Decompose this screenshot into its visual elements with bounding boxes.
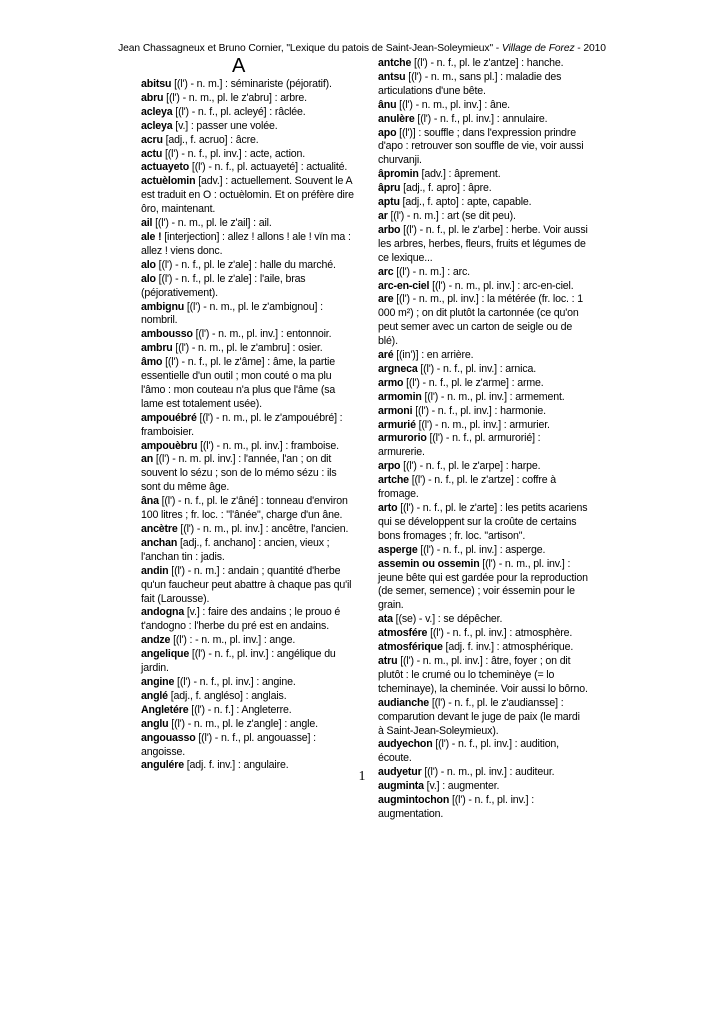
dictionary-entry	[141, 634, 355, 648]
dictionary-entry	[141, 273, 355, 301]
entry-definition: [v.] : augmenter.	[423, 780, 500, 793]
entry-definition: [(l') - n. m.] : art (se dit peu).	[387, 209, 516, 222]
entry-headword: audianche	[378, 696, 430, 709]
dictionary-entry	[141, 495, 355, 523]
dictionary-entry	[141, 412, 355, 440]
entry-definition: [(l') - n. f., pl. inv.] : atmosphère.	[427, 627, 573, 640]
entry-definition: [(l') - n. m.] : arc.	[393, 265, 470, 278]
entry-headword: âpru	[378, 182, 401, 195]
entry-headword: an	[141, 453, 154, 466]
dictionary-entry	[141, 440, 355, 454]
entry-headword: âna	[141, 495, 159, 508]
entry-headword: asperge	[378, 543, 418, 556]
entry-definition: [(l') - n. f., pl. inv.] : arnica.	[417, 362, 537, 375]
entry-headword: abitsu	[141, 78, 172, 90]
entry-headword: are	[378, 293, 394, 306]
dictionary-entry	[378, 419, 588, 433]
entry-headword: atru	[378, 654, 398, 667]
dictionary-entry	[141, 759, 355, 773]
entry-headword: arpo	[378, 460, 401, 473]
entry-definition: [(l') - n. m., pl. inv.] : armurier.	[415, 418, 550, 431]
dictionary-entry	[141, 231, 355, 259]
entry-definition: [(l') - n. f., pl. angouasse] : angoisse.	[141, 731, 316, 758]
entry-headword: audyechon	[378, 738, 433, 751]
dictionary-entry	[141, 565, 355, 607]
entry-headword: antsu	[378, 70, 406, 83]
entry-headword: arc	[378, 265, 394, 278]
dictionary-entry	[378, 113, 588, 127]
dictionary-entry	[141, 301, 355, 329]
entry-definition: [(l') - n. m., pl. inv.] : armement.	[421, 390, 565, 403]
dictionary-entry	[378, 613, 588, 627]
entry-definition: [v.] : passer une volée.	[172, 119, 278, 132]
entry-definition: [(l') - n. f., pl. inv.] : annulaire.	[414, 112, 548, 125]
entry-headword: actuayeto	[141, 161, 190, 174]
entry-headword: Angletére	[141, 703, 189, 716]
entry-headword: anglu	[141, 717, 169, 730]
entry-headword: ar	[378, 209, 388, 222]
dictionary-entry	[141, 328, 355, 342]
entry-definition: [(l') - n. m., pl. inv.] : âne.	[396, 98, 510, 111]
header-publication: Village de Forez	[501, 43, 575, 54]
dictionary-entry	[141, 606, 355, 634]
dictionary-entry	[141, 161, 355, 175]
entry-headword: armomin	[378, 390, 422, 403]
dictionary-entry	[378, 99, 588, 113]
entry-headword: argneca	[378, 362, 418, 375]
entry-headword: andogna	[141, 606, 185, 619]
entry-definition: [(l') - n. m., pl. inv.] : ancêtre, l'ancien.	[177, 523, 349, 535]
entry-headword: âmo	[141, 356, 163, 369]
entry-definition: [(l') - n. f., pl. inv.] : harmonie.	[412, 404, 546, 417]
dictionary-entry	[141, 732, 355, 760]
entry-definition: [(l') - n. m., pl. inv.] : âtre, foyer ; on dit plutôt : le crumé ou lo tcheminèye (= lo tcheminaye), la cheminée. Voir aussi lo bôrno.	[378, 654, 588, 695]
entry-definition: [(l') - n. m., pl. le z'abru] : arbre.	[163, 91, 307, 104]
entry-headword: ail	[141, 217, 153, 230]
entry-definition: [(l') - n. m., pl. inv.] : framboise.	[197, 439, 339, 452]
entry-definition: [(l') - n. f., pl. inv.] : acte, action.	[162, 147, 306, 160]
entry-definition: [(l') - n. f.] : Angleterre.	[188, 703, 292, 716]
entry-definition: [(l')] : souffle ; dans l'expression prindre d'apo : retrouver son souffle de vie, voir aussi churvanji.	[378, 126, 584, 167]
entry-headword: andin	[141, 564, 169, 577]
entry-headword: arto	[378, 502, 398, 514]
dictionary-entry	[378, 766, 588, 780]
dictionary-entry	[378, 738, 588, 766]
dictionary-entry	[141, 342, 355, 356]
entry-headword: actuèlomin	[141, 175, 196, 188]
entry-headword: ambignu	[141, 300, 185, 313]
entry-definition: [(l') : - n. m., pl. inv.] : ange.	[170, 634, 296, 647]
dictionary-entry	[378, 432, 588, 460]
entry-definition: [(l') - n. f., pl. le z'ale] : l'aile, bras (péjorativement).	[141, 272, 306, 299]
entry-definition: [(l') - n. f., pl. armurorié] : armurerie.	[378, 432, 541, 459]
entry-definition: [(l') - n. f., pl. le z'arbe] : herbe. Voir aussi les arbres, herbes, fleurs, fruits et légumes de ce lexique...	[378, 223, 588, 264]
dictionary-entry	[378, 224, 588, 266]
entry-headword: apo	[378, 126, 397, 139]
entry-headword: acru	[141, 133, 163, 146]
entry-definition: [(l') - n. m. pl. inv.] : l'année, l'an ; on dit souvent lo sézu ; son de lo mémo sézu : ils sont du même âge.	[141, 453, 337, 494]
entry-definition: [(l') - n. f., pl. le z'arme] : arme.	[403, 376, 544, 389]
dictionary-entry	[141, 718, 355, 732]
entry-headword: artche	[378, 474, 409, 487]
entry-definition: [adj., f. angléso] : anglais.	[167, 689, 287, 702]
entry-definition: [(l') - n. m., pl. le z'ail] : ail.	[152, 217, 272, 230]
entry-definition: [interjection] : allez ! allons ! ale ! vïn ma : allez ! viens donc.	[141, 230, 351, 257]
dictionary-entry	[378, 474, 588, 502]
dictionary-entry	[378, 266, 588, 280]
entry-headword: acleya	[141, 119, 173, 132]
entry-headword: armo	[378, 376, 404, 389]
entry-headword: arbo	[378, 223, 401, 236]
entry-definition: [(l') - n. m.] : andain ; quantité d'herbe qu'un faucheur peut abattre à chaque pas qu'il fait (Larousse).	[141, 564, 352, 605]
entry-definition: [adv.] : actuellement. Souvent le A est traduit en O : octuèlomin. Et on préfère dire ôro, maintenant.	[141, 175, 354, 216]
dictionary-entry	[378, 57, 588, 71]
dictionary-entry	[378, 502, 588, 544]
entry-definition: [(l') - n. m., pl. le z'ambru] : osier.	[172, 342, 323, 355]
dictionary-entry	[378, 210, 588, 224]
entry-headword: arc-en-ciel	[378, 279, 430, 292]
dictionary-entry	[141, 78, 355, 92]
dictionary-entry	[141, 106, 355, 120]
entry-definition: [adj. f. inv.] : angulaire.	[183, 759, 289, 772]
dictionary-entry	[378, 794, 588, 822]
entry-headword: atmosfére	[378, 627, 428, 640]
entry-definition: [(l') - n. f., pl. actuayeté] : actualité.	[189, 161, 348, 174]
page-header	[0, 43, 724, 54]
dictionary-entry	[378, 405, 588, 419]
entry-headword: audyetur	[378, 766, 422, 779]
entry-definition: [(l') - n. f., pl. le z'audiansse] : comparution devant le juge de paix (le mardi à Saint-Jean-Soleymieux).	[378, 696, 580, 737]
section-letter: A	[232, 55, 246, 77]
entry-definition: [(l') - n. f., pl. le z'arte] : les petits acariens qui se développent sur la croûte de certains bons fromages ; fr. loc. "artison".	[378, 502, 588, 542]
dictionary-entry	[141, 676, 355, 690]
entry-definition: [(l') - n. m.] : séminariste (péjoratif).	[171, 78, 332, 90]
page-number: 1	[358, 769, 366, 784]
entry-definition: [(l') - n. f., pl. le z'âné] : tonneau d'environ 100 litres ; fr. loc. : "l'ânée", charge d'un âne.	[141, 495, 348, 522]
dictionary-entry	[378, 627, 588, 641]
dictionary-entry	[378, 182, 588, 196]
dictionary-entry	[141, 175, 355, 217]
dictionary-entry	[378, 349, 588, 363]
entry-definition: [(l') - n. f., pl. inv.] : angélique du jardin.	[141, 648, 336, 675]
entry-headword: ânu	[378, 98, 397, 111]
entry-headword: aptu	[378, 196, 400, 209]
dictionary-entry	[378, 641, 588, 655]
entry-headword: alo	[141, 272, 156, 285]
entry-definition: [adj., f. apro] : âpre.	[400, 182, 492, 195]
entry-definition: [(l') - n. f., pl. inv.] : augmentation.	[378, 794, 535, 820]
dictionary-entry	[141, 148, 355, 162]
dictionary-entry	[141, 453, 355, 495]
entry-definition: [(l') - n. f., pl. le z'âme] : âme, la partie essentielle d'un outil ; mon couté o ma plu l'âmo : mon couteau n'a plus que l'âme (sa lame est totalement usée).	[141, 356, 336, 410]
entry-definition: [adj., f. acruo] : âcre.	[162, 133, 259, 146]
dictionary-entry	[378, 363, 588, 377]
dictionary-entry	[378, 196, 588, 210]
entry-definition: [(l') - n. m., sans pl.] : maladie des articulations d'une bête.	[378, 70, 562, 97]
entry-headword: angine	[141, 675, 175, 688]
dictionary-entry	[378, 280, 588, 294]
entry-headword: aré	[378, 349, 394, 362]
entry-definition: [(l') - n. m., pl. le z'ambignou] : nombril.	[141, 300, 323, 327]
entry-headword: ata	[378, 613, 393, 626]
entry-headword: anchan	[141, 536, 178, 549]
entry-headword: ale !	[141, 230, 162, 243]
dictionary-entry	[141, 92, 355, 106]
dictionary-entry	[141, 648, 355, 676]
dictionary-entry	[378, 377, 588, 391]
entry-headword: atmosférique	[378, 641, 443, 654]
entry-headword: armurié	[378, 418, 416, 431]
entry-definition: [(se) - v.] : se dépêcher.	[392, 613, 503, 626]
entry-definition: [(l') - n. m., pl. le z'ampouébré] : framboisier.	[141, 411, 343, 438]
entry-headword: armoni	[378, 404, 413, 417]
entry-headword: augmintochon	[378, 794, 450, 807]
entry-definition: [v.] : faire des andains ; le prouo é t'andogno : l'herbe du pré est en andains.	[141, 606, 341, 633]
entry-headword: âpromin	[378, 168, 419, 181]
header-text: Jean Chassagneux et Bruno Cornier, "Lexique du patois de Saint-Jean-Soleymieux" -	[118, 43, 502, 54]
dictionary-entry	[378, 293, 588, 349]
entry-headword: ancètre	[141, 523, 178, 535]
entry-headword: ambru	[141, 342, 173, 355]
header-year: - 2010	[574, 43, 606, 54]
entry-definition: [adj., f. anchano] : ancien, vieux ; l'anchan tin : jadis.	[141, 536, 330, 563]
dictionary-entry	[378, 544, 588, 558]
dictionary-entry	[378, 460, 588, 474]
dictionary-entry	[141, 259, 355, 273]
entry-definition: [(l') - n. m., pl. inv.] : la métérée (fr. loc. : 1 000 m²) ; on dit plutôt la cartonnée (ce qu'on peut semer avec un carton de seigle ou de blé).	[378, 293, 583, 348]
dictionary-entry	[141, 690, 355, 704]
dictionary-entry	[378, 127, 588, 169]
entry-headword: ambousso	[141, 328, 193, 341]
dictionary-entry	[378, 655, 588, 697]
dictionary-entry	[141, 217, 355, 231]
entry-headword: alo	[141, 258, 156, 271]
entry-definition: [(l') - n. f., pl. le z'artze] : coffre à fromage.	[378, 474, 556, 501]
entry-definition: [(l') - n. m., pl. inv.] : jeune bête qui est gardée pour la reproduction (de semer, semence) ; voir éssemin pour le grain.	[378, 557, 588, 612]
entry-definition: [(l') - n. f., pl. inv.] : asperge.	[417, 543, 546, 556]
entry-headword: ampouébré	[141, 411, 197, 424]
entry-definition: [(l') - n. m., pl. inv.] : auditeur.	[421, 766, 555, 779]
entry-definition: [adj. f. inv.] : atmosphérique.	[442, 641, 574, 654]
dictionary-entry	[141, 120, 355, 134]
entry-definition: [adv.] : âprement.	[418, 168, 501, 181]
entry-headword: assemin ou ossemin	[378, 557, 480, 570]
dictionary-entry	[141, 537, 355, 565]
right-column	[378, 57, 588, 822]
entry-headword: ampouèbru	[141, 439, 198, 452]
entry-headword: angouasso	[141, 731, 196, 744]
entry-definition: [adj., f. apto] : apte, capable.	[399, 196, 532, 209]
entry-headword: angelique	[141, 648, 190, 661]
entry-headword: antche	[378, 57, 412, 69]
dictionary-entry	[378, 697, 588, 739]
entry-headword: anulère	[378, 112, 415, 125]
entry-definition: [(l') - n. f., pl. le z'ale] : halle du marché.	[155, 258, 336, 271]
dictionary-entry	[141, 356, 355, 412]
dictionary-entry	[378, 558, 588, 614]
entry-definition: [(l') - n. f., pl. inv.] : audition, écoute.	[378, 738, 559, 765]
entry-definition: [(l') - n. f., pl. acleyé] : râclée.	[172, 105, 306, 118]
dictionary-entry	[141, 704, 355, 718]
dictionary-entry	[141, 523, 355, 537]
dictionary-entry	[378, 71, 588, 99]
entry-definition: [(l') - n. m., pl. le z'angle] : angle.	[168, 717, 318, 730]
entry-headword: anglé	[141, 689, 168, 702]
dictionary-entry	[378, 391, 588, 405]
entry-definition: [(l') - n. f., pl. le z'antze] : hanche.	[411, 57, 564, 69]
dictionary-entry	[378, 168, 588, 182]
entry-headword: acleya	[141, 105, 173, 118]
entry-definition: [(in')] : en arrière.	[393, 349, 474, 362]
entry-headword: augminta	[378, 780, 424, 793]
dictionary-entry	[141, 134, 355, 148]
entry-headword: actu	[141, 147, 163, 160]
entry-headword: angulére	[141, 759, 184, 772]
entry-headword: armurorio	[378, 432, 427, 445]
entry-definition: [(l') - n. m., pl. inv.] : entonnoir.	[192, 328, 332, 341]
entry-definition: [(l') - n. f., pl. inv.] : angine.	[174, 675, 296, 688]
entry-headword: abru	[141, 91, 164, 104]
entry-definition: [(l') - n. m., pl. inv.] : arc-en-ciel.	[429, 279, 574, 292]
entry-definition: [(l') - n. f., pl. le z'arpe] : harpe.	[400, 460, 541, 473]
left-column	[141, 78, 355, 773]
entry-headword: andze	[141, 634, 171, 647]
dictionary-entry	[378, 780, 588, 794]
